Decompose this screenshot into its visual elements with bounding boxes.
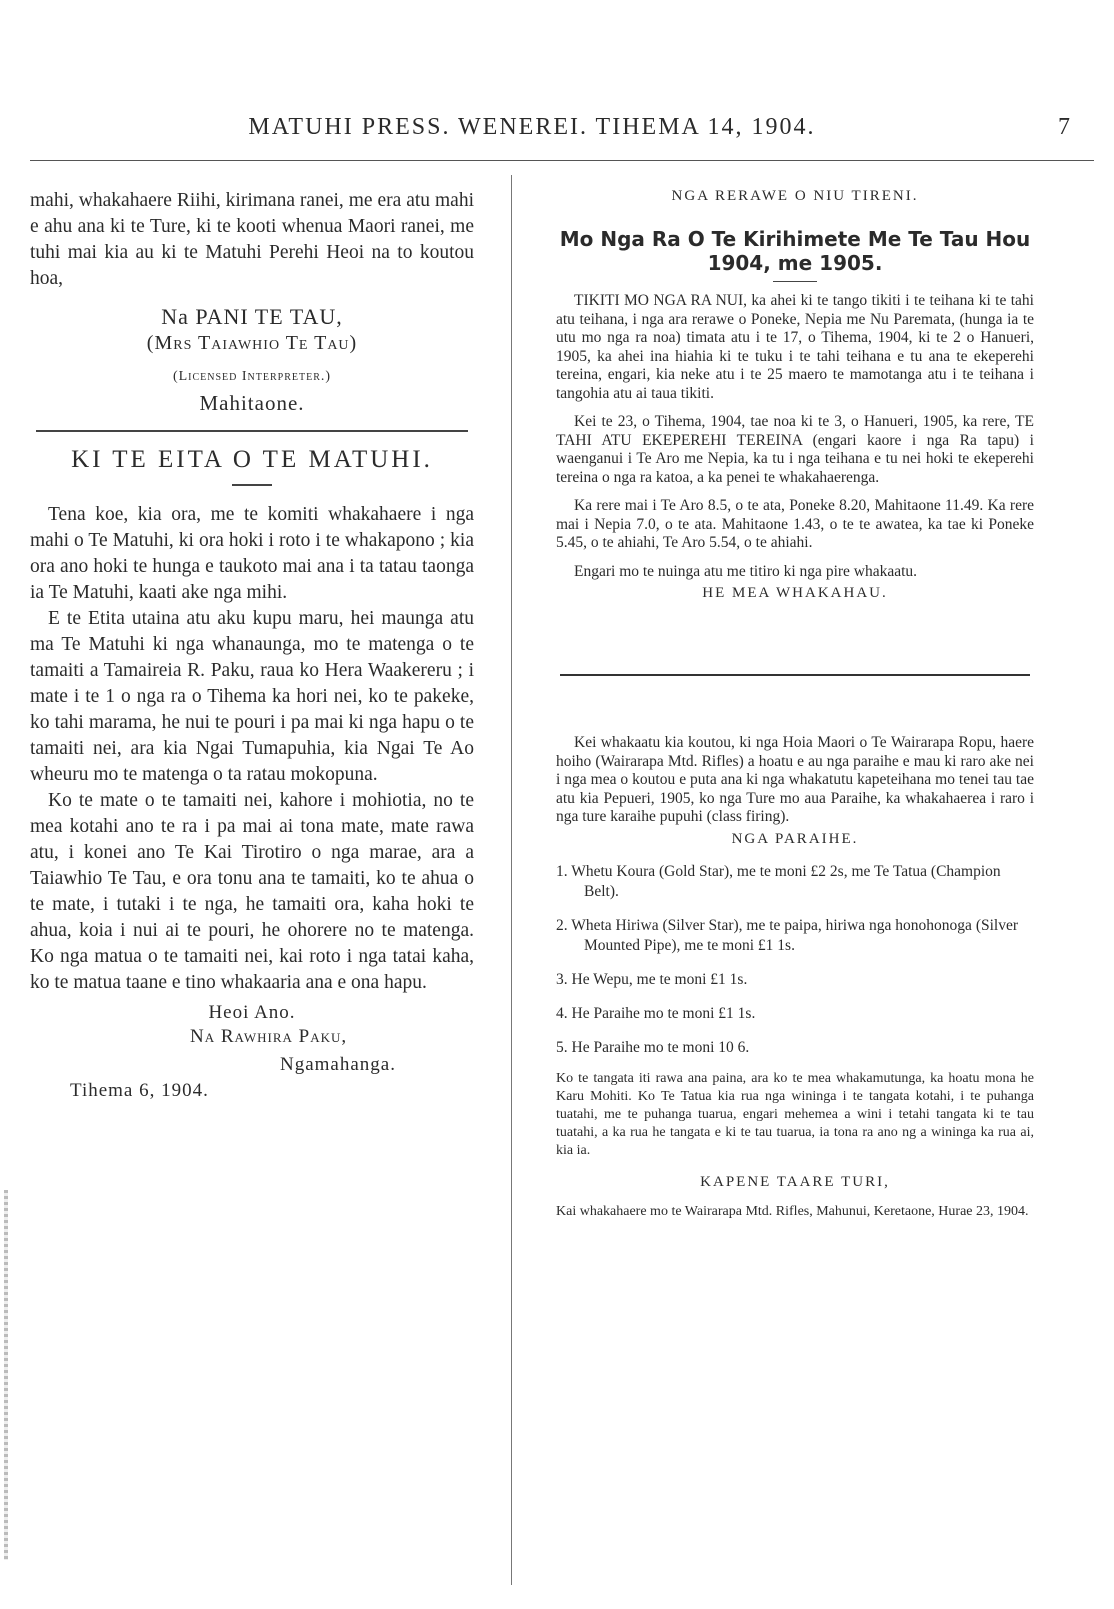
scan-edge-marks bbox=[4, 1190, 8, 1560]
railway-paragraph: Engari mo te nuinga atu me titiro ki nga pire whakaatu. bbox=[574, 562, 918, 580]
railway-paragraph: Kei te 23, o Tihema, 1904, tae noa ki te 3, o Hanueri, 1905, ka rere, TE TAHI ATU EKEPEREHI TEREINA (engari kaore i nga Ra tapu) i waenganui i Te Aro me Nepia, ka tu i nga teihana e tu nei hoki te ekeperehi tereina o nga ra katoa, a ka penei te whakahaerenga. bbox=[556, 413, 1034, 486]
page-number: 7 bbox=[1058, 114, 1070, 140]
railway-paragraph: Ka rere mai i Te Aro 8.5, o te ata, Poneke 8.20, Mahitaone 11.49. Ka rere mai i Nepia 7.0, o te ata. Mahitaone 1.43, o te te awatea, ka tae ki Poneke 5.45, o te ahiahi, Te Aro 5.54, o te ahiahi. bbox=[556, 497, 1034, 551]
right-column bbox=[556, 188, 1034, 1221]
closing-heoi: Heoi Ano. bbox=[208, 1002, 296, 1023]
notice-text: Kei whakaatu kia koutou, ki nga Hoia Maori o Te Wairarapa Ropu, haere hoiho (Wairarapa Mtd. Rifles) a hoatu e au nga paraihe e mau ki raro ake nei i nga mea o koutou e puta ana ki nga whakatutu kapeteihana mo tenei tau tae atu kia Pepueri, 1905, ko nga Ture mo aua Paraihe, ka whakahaerea i raro i nga ture karaihe pupuhi (class firing). bbox=[556, 734, 1034, 825]
page-header bbox=[30, 114, 1094, 154]
notice-footer: Ko te tangata iti rawa ana paina, ara ko te mea whakamutunga, ka hoatu mona he Karu Mohiti. Ko Te Tatua kia rua nga wininga i te tangata kotahi, i te puhanga tuatahi, me te puhanga tuarua, engari mehemea a wini i tetahi tangata ki te tau tuatahi, a ka rua he tangata e ki te tau tuarua, ia tona ra ano ng a wininga ka rua ai, kia ia. bbox=[556, 1070, 1034, 1158]
signature-alias: (Mrs Taiawhio Te Tau) bbox=[146, 332, 358, 354]
column-divider bbox=[511, 175, 512, 1585]
closing-date: Tihema 6, 1904. bbox=[70, 1080, 209, 1101]
article-heading: KI TE EITA O TE MATUHI. bbox=[71, 446, 433, 473]
article-body bbox=[30, 502, 474, 996]
heading-rule bbox=[232, 484, 272, 486]
railway-title: Mo Nga Ra O Te Kirihimete Me Te Tau Hou 1904, me 1905. bbox=[559, 227, 1031, 275]
left-column bbox=[30, 188, 474, 1102]
notice-sign-name: KAPENE TAARE TURI, bbox=[700, 1173, 890, 1190]
notice-sign-text: Kai whakahaere mo te Wairarapa Mtd. Rifles, Mahunui, Keretaone, Hurae 23, 1904. bbox=[556, 1203, 1029, 1219]
signature-role: (Licensed Interpreter.) bbox=[172, 369, 332, 384]
article-paragraph: E te Etita utaina atu aku kupu maru, hei maunga atu ma Te Matuhi ki nga whanaunga, mo te matenga o te tamaiti a Tamaireia R. Paku, raua ko Hera Waakereru ; i mate i te 1 o nga ra o Tihema ka hori nei, ko te pakeke, ko tahi marama, he nui te pouri i pa mai ki nga hapu o te tamaiti nei, ara kia Ngai Tumapuhia, kia Ngai Te Ao wheuru mo te matenga o ta ratau mokopuna. bbox=[30, 608, 474, 785]
closing-place: Ngamahanga. bbox=[280, 1054, 396, 1075]
closing-name: Na Rawhira Paku, bbox=[190, 1026, 348, 1047]
prize-item: 1. Whetu Koura (Gold Star), me te moni £2 2s, me Te Tatua (Champion Belt). bbox=[556, 862, 1001, 900]
rifles-notice bbox=[556, 734, 1034, 1221]
title-rule bbox=[773, 281, 817, 282]
prize-item: 4. He Paraihe mo te moni £1 1s. bbox=[556, 1004, 756, 1022]
railway-paragraph: TIKITI MO NGA RA NUI, ka ahei ki te tango tikiti i te teihana ki te tahi atu teihana, i nga ara rerawe o Poneke, Nepia me Nu Paremata, (hunga ia te utu mo nga ra noa) timata atu i te 17, o Tihema, 1904, ki te 2 o Hanueri, 1905, ka ahei ina hiahia ki te tuku i te tahi teihana e tu ana te ekeperehi tereina, engari, kia neke atu i te 25 maero te mamotanga atu i te teihana i tangohia atu ai taua tikiti. bbox=[556, 292, 1034, 402]
prize-item: 5. He Paraihe mo te moni 10 6. bbox=[556, 1038, 750, 1056]
header-rule bbox=[30, 160, 1094, 161]
prizes-heading: NGA PARAIHE. bbox=[731, 830, 859, 847]
masthead-title: MATUHI PRESS. WENEREI. TIHEMA 14, 1904. bbox=[248, 114, 816, 140]
section-rule bbox=[560, 674, 1030, 676]
signature-place: Mahitaone. bbox=[199, 391, 305, 415]
railway-order: HE MEA WHAKAHAU. bbox=[702, 585, 888, 601]
railway-heading: NGA RERAWE O NIU TIRENI. bbox=[671, 188, 919, 204]
signature-name: Na PANI TE TAU, bbox=[161, 304, 343, 329]
section-rule bbox=[36, 430, 468, 432]
article-paragraph: Ko te mate o te tamaiti nei, kahore i mohiotia, no te mea kotahi ano te ra i pa mai ai tona mate, mate rawa atu, i konei ano Te Kai Tirotiro o nga marae, ara a Taiawhio Te Tau, e ora tonu ana te tamaiti, ko te ahua o te mate, i tutaki i te nga, he tamaiti ora, kaha hoki te ahua, koia i nui ai te pouri, he ohorere no te matenga. Ko nga matua o te tamaiti nei, kai roto i nga tatai kaha, ko te matua taane e tino whakaaria ana e ona hapu. bbox=[30, 790, 474, 993]
letter-text: mahi, whakahaere Riihi, kirimana ranei, me era atu mahi e ahu ana ki te Ture, ki te kooti whenua Maori ranei, me tuhi mai kia au ki te Matuhi Perehi Heoi na to koutou hoa, bbox=[30, 190, 474, 289]
article-paragraph: Tena koe, kia ora, me te komiti whakahaere i nga mahi o Te Matuhi, ki ora hoki i roto i te whakapono ; kia ora ano hoki te hunga e taukoto mai ana i ta tatau taonga ia Te Matuhi, kaati ake nga mihi. bbox=[30, 504, 474, 603]
prize-item: 3. He Wepu, me te moni £1 1s. bbox=[556, 970, 748, 988]
prize-item: 2. Wheta Hiriwa (Silver Star), me te paipa, hiriwa nga honohonoga (Silver Mounted Pipe), me te moni £1 1s. bbox=[556, 916, 1019, 954]
